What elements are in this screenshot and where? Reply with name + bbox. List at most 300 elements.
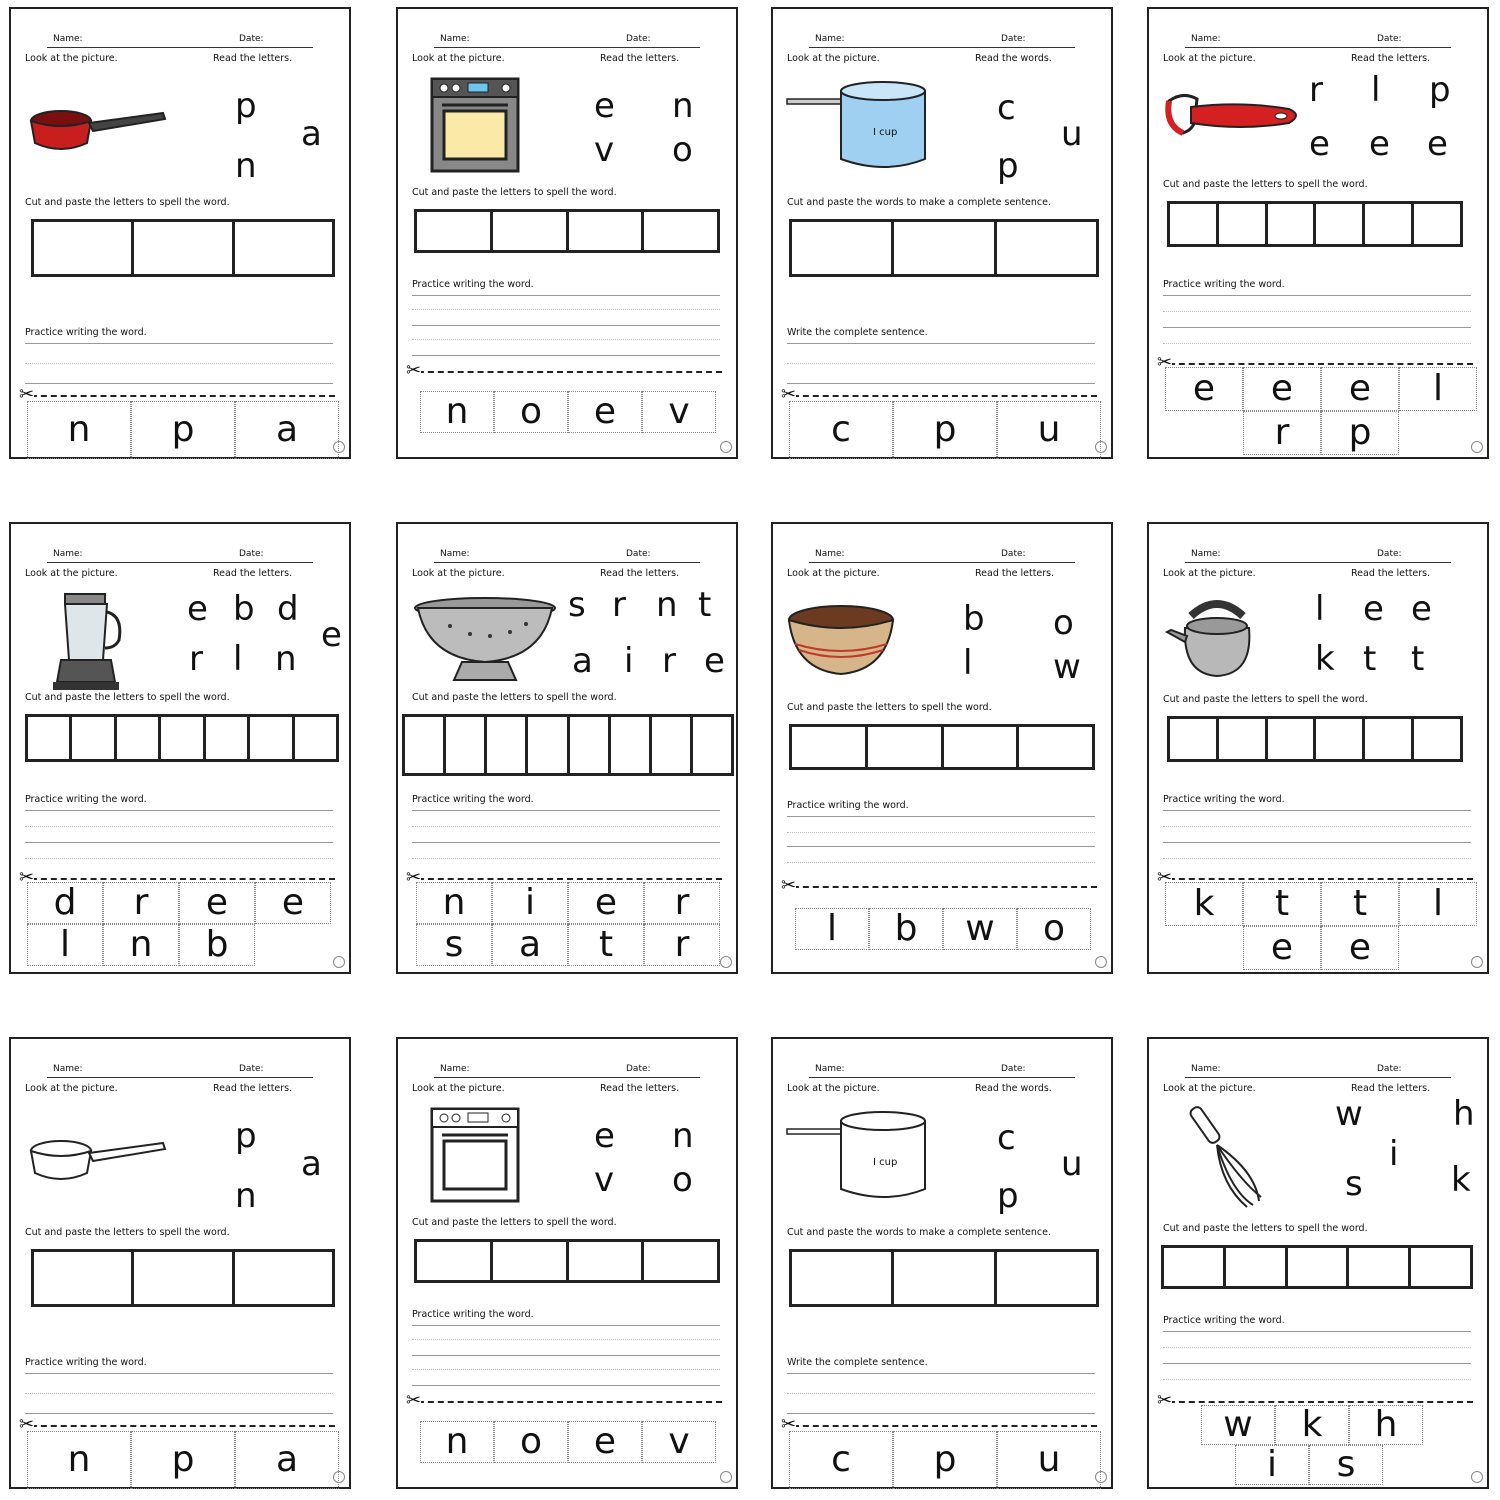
cut-out-letter-tile[interactable]: u xyxy=(997,401,1101,459)
writing-line[interactable] xyxy=(25,363,333,364)
answer-box[interactable] xyxy=(1365,204,1414,244)
cut-out-letter-tile[interactable]: e xyxy=(1321,367,1399,411)
answer-box-row xyxy=(31,1249,335,1307)
answer-box[interactable] xyxy=(446,717,487,773)
scrambled-letter: i xyxy=(1389,1134,1399,1174)
answer-box[interactable] xyxy=(644,212,717,250)
answer-box[interactable] xyxy=(1219,204,1268,244)
cut-out-letter-tile[interactable]: n xyxy=(420,1421,494,1463)
scrambled-letter: v xyxy=(594,1160,615,1200)
worksheet-page xyxy=(9,7,351,459)
date-label: Date: xyxy=(1001,1064,1026,1074)
publisher-logo-icon xyxy=(720,441,732,453)
read-instruction: Read the letters. xyxy=(1351,568,1431,579)
writing-line[interactable] xyxy=(1163,826,1471,827)
answer-box[interactable] xyxy=(792,222,894,274)
scrambled-letter: o xyxy=(672,130,693,170)
scrambled-letter: t xyxy=(698,585,712,625)
cup-caption: I cup xyxy=(873,1157,898,1168)
look-instruction: Look at the picture. xyxy=(25,53,118,64)
answer-box[interactable] xyxy=(1411,1248,1470,1286)
cut-out-letter-tile[interactable]: h xyxy=(1349,1405,1423,1445)
cut-out-letter-tile[interactable]: p xyxy=(893,401,997,459)
answer-box[interactable] xyxy=(72,717,116,759)
look-instruction: Look at the picture. xyxy=(1163,1083,1256,1094)
answer-box-row xyxy=(25,714,339,762)
worksheet-page xyxy=(771,1037,1113,1489)
cut-out-letter-tile[interactable]: l xyxy=(27,924,103,966)
read-instruction: Read the letters. xyxy=(1351,53,1431,64)
scrambled-letter: l xyxy=(1371,70,1381,110)
cut-paste-instruction: Cut and paste the letters to spell the word. xyxy=(25,197,230,208)
writing-line[interactable] xyxy=(1163,842,1471,843)
scrambled-letter: s xyxy=(1345,1164,1363,1204)
cut-out-letter-tile[interactable]: a xyxy=(492,924,568,966)
writing-line[interactable] xyxy=(412,325,720,326)
answer-box-row xyxy=(414,1239,720,1283)
look-instruction: Look at the picture. xyxy=(412,53,505,64)
date-label: Date: xyxy=(626,1064,651,1074)
answer-box[interactable] xyxy=(417,212,493,250)
name-date-line xyxy=(809,33,1075,48)
cut-paste-instruction: Cut and paste the letters to spell the word. xyxy=(1163,179,1368,190)
answer-box[interactable] xyxy=(161,717,205,759)
cut-out-letter-tile[interactable]: l xyxy=(1399,882,1477,926)
scissors-icon: ✂ xyxy=(19,384,35,405)
cut-out-letter-tile[interactable]: i xyxy=(492,882,568,924)
scissors-icon: ✂ xyxy=(406,1390,422,1411)
cut-line xyxy=(1159,1401,1473,1403)
answer-box[interactable] xyxy=(1349,1248,1411,1286)
name-date-line xyxy=(47,33,313,48)
writing-line[interactable] xyxy=(25,1373,333,1374)
scrambled-letter: t xyxy=(1411,639,1425,679)
cut-out-letter-tile[interactable]: n xyxy=(416,882,492,924)
answer-box[interactable] xyxy=(417,1242,493,1280)
answer-box[interactable] xyxy=(693,717,731,773)
look-instruction: Look at the picture. xyxy=(787,568,880,579)
practice-instruction: Practice writing the word. xyxy=(412,1309,534,1320)
answer-box[interactable] xyxy=(1268,204,1317,244)
scrambled-letter: a xyxy=(572,641,593,681)
name-date-line xyxy=(434,1063,700,1078)
worksheet-page xyxy=(9,522,351,974)
cut-out-letter-tile[interactable]: e xyxy=(1243,926,1321,970)
writing-line[interactable] xyxy=(1163,1379,1471,1380)
answer-box[interactable] xyxy=(1226,1248,1288,1286)
cut-out-letter-tile[interactable]: o xyxy=(494,391,568,433)
writing-line[interactable] xyxy=(25,826,333,827)
blender-picture xyxy=(23,586,173,698)
scrambled-letter: p xyxy=(997,146,1019,186)
writing-line[interactable] xyxy=(1163,295,1471,296)
strainer-picture xyxy=(410,586,560,698)
writing-line[interactable] xyxy=(412,1339,720,1340)
name-label: Name: xyxy=(1191,34,1221,44)
writing-line[interactable] xyxy=(1163,1331,1471,1332)
writing-line[interactable] xyxy=(787,383,1095,384)
cut-out-letter-tile[interactable]: n xyxy=(27,1431,131,1489)
scrambled-letter: e xyxy=(704,641,725,681)
answer-box[interactable] xyxy=(117,717,161,759)
answer-box[interactable] xyxy=(569,212,645,250)
cut-out-letter-tile[interactable]: d xyxy=(27,882,103,924)
answer-box[interactable] xyxy=(235,1252,332,1304)
cut-out-letter-tile[interactable]: r xyxy=(103,882,179,924)
answer-box[interactable] xyxy=(944,727,1020,767)
answer-box[interactable] xyxy=(405,717,446,773)
cut-out-letter-tile[interactable]: o xyxy=(494,1421,568,1463)
scrambled-letter: n xyxy=(235,146,257,186)
answer-box[interactable] xyxy=(250,717,294,759)
scrambled-letter: k xyxy=(1451,1160,1471,1200)
cut-out-letter-tile[interactable]: a xyxy=(235,401,339,459)
cut-line xyxy=(21,1425,335,1427)
scrambled-letter: l xyxy=(1315,589,1325,629)
answer-box[interactable] xyxy=(569,1242,645,1280)
answer-box[interactable] xyxy=(792,727,868,767)
writing-line[interactable] xyxy=(1163,810,1471,811)
read-instruction: Read the letters. xyxy=(600,568,680,579)
cut-out-letter-tile[interactable]: p xyxy=(893,1431,997,1489)
answer-box[interactable] xyxy=(487,717,528,773)
scrambled-letter: t xyxy=(1363,639,1377,679)
scrambled-letter: d xyxy=(277,589,299,629)
answer-box-row xyxy=(31,219,335,277)
cut-out-letter-tile[interactable]: t xyxy=(568,924,644,966)
date-label: Date: xyxy=(239,34,264,44)
scissors-icon: ✂ xyxy=(781,384,797,405)
answer-box[interactable] xyxy=(34,1252,134,1304)
scrambled-letter: r xyxy=(612,585,626,625)
scrambled-letter: b xyxy=(963,599,985,639)
look-instruction: Look at the picture. xyxy=(412,568,505,579)
scrambled-letter: k xyxy=(1315,639,1335,679)
name-date-line xyxy=(1185,548,1451,563)
publisher-logo-icon xyxy=(1095,956,1107,968)
worksheet-page xyxy=(396,522,738,974)
read-instruction: Read the letters. xyxy=(213,53,293,64)
cut-out-letter-tile[interactable]: e xyxy=(568,1421,642,1463)
publisher-logo-icon xyxy=(720,1471,732,1483)
cut-out-letter-tile[interactable]: v xyxy=(642,1421,716,1463)
writing-line[interactable] xyxy=(25,1413,333,1414)
name-date-line xyxy=(809,548,1075,563)
practice-instruction: Practice writing the word. xyxy=(412,279,534,290)
cut-out-letter-tile[interactable]: r xyxy=(644,882,720,924)
cut-out-letter-tile[interactable]: p xyxy=(1321,411,1399,455)
practice-instruction: Practice writing the word. xyxy=(25,327,147,338)
scissors-icon: ✂ xyxy=(781,1414,797,1435)
cut-out-letter-tile[interactable]: n xyxy=(27,401,131,459)
writing-line[interactable] xyxy=(1163,1347,1471,1348)
scrambled-letter: r xyxy=(1309,70,1323,110)
publisher-logo-icon xyxy=(1471,956,1483,968)
cut-out-letter-tile[interactable]: t xyxy=(1321,882,1399,926)
writing-line[interactable] xyxy=(412,826,720,827)
read-instruction: Read the letters. xyxy=(975,568,1055,579)
practice-instruction: Practice writing the word. xyxy=(1163,794,1285,805)
publisher-logo-icon xyxy=(1471,441,1483,453)
scrambled-letter: e xyxy=(594,86,615,126)
writing-line[interactable] xyxy=(787,1373,1095,1374)
date-label: Date: xyxy=(1377,549,1402,559)
scrambled-letter: o xyxy=(672,1160,693,1200)
scissors-icon: ✂ xyxy=(1157,1390,1173,1411)
look-instruction: Look at the picture. xyxy=(787,53,880,64)
answer-box[interactable] xyxy=(528,717,569,773)
answer-box[interactable] xyxy=(1414,719,1460,759)
cut-line xyxy=(783,886,1097,888)
cut-out-letter-tile[interactable]: c xyxy=(789,1431,893,1489)
writing-line[interactable] xyxy=(1163,343,1471,344)
writing-line[interactable] xyxy=(412,339,720,340)
date-label: Date: xyxy=(1377,1064,1402,1074)
writing-line[interactable] xyxy=(787,832,1095,833)
cut-paste-instruction: Cut and paste the letters to spell the word. xyxy=(1163,1223,1368,1234)
answer-box[interactable] xyxy=(1219,719,1268,759)
answer-box[interactable] xyxy=(493,1242,569,1280)
publisher-logo-icon xyxy=(720,956,732,968)
scrambled-letter: r xyxy=(189,639,203,679)
writing-line[interactable] xyxy=(25,858,333,859)
cut-out-letter-tile[interactable]: k xyxy=(1165,882,1243,926)
writing-line[interactable] xyxy=(25,383,333,384)
look-instruction: Look at the picture. xyxy=(25,1083,118,1094)
publisher-logo-icon xyxy=(1095,441,1107,453)
scrambled-letter: n xyxy=(235,1176,257,1216)
worksheet-page xyxy=(396,1037,738,1489)
cut-out-letter-tile[interactable]: r xyxy=(644,924,720,966)
cut-out-letter-tile[interactable]: l xyxy=(1399,367,1477,411)
practice-instruction: Write the complete sentence. xyxy=(787,1357,928,1368)
answer-box[interactable] xyxy=(134,222,234,274)
scrambled-letter: l xyxy=(233,639,243,679)
scrambled-letter: e xyxy=(187,589,208,629)
writing-line[interactable] xyxy=(412,1325,720,1326)
practice-instruction: Practice writing the word. xyxy=(787,800,909,811)
cut-out-letter-tile[interactable]: n xyxy=(103,924,179,966)
scrambled-letter: n xyxy=(672,86,694,126)
scrambled-letter: l xyxy=(963,643,973,683)
answer-box-row xyxy=(402,714,734,776)
answer-box-row xyxy=(789,724,1095,770)
cut-out-letter-tile[interactable]: e xyxy=(568,882,644,924)
answer-box[interactable] xyxy=(997,1252,1096,1304)
cut-out-letter-tile[interactable]: l xyxy=(795,908,869,950)
scrambled-letter: e xyxy=(321,615,342,655)
cut-paste-instruction: Cut and paste the letters to spell the word. xyxy=(1163,694,1368,705)
writing-line[interactable] xyxy=(412,842,720,843)
answer-box[interactable] xyxy=(611,717,652,773)
practice-instruction: Write the complete sentence. xyxy=(787,327,928,338)
cut-out-letter-tile[interactable]: r xyxy=(1243,411,1321,455)
writing-line[interactable] xyxy=(412,295,720,296)
answer-box[interactable] xyxy=(894,222,996,274)
worksheet-page xyxy=(771,522,1113,974)
name-date-line xyxy=(434,33,700,48)
answer-box[interactable] xyxy=(997,222,1096,274)
cut-line xyxy=(408,1401,722,1403)
writing-line[interactable] xyxy=(412,355,720,356)
cut-line xyxy=(408,878,722,880)
scrambled-letter: u xyxy=(1061,114,1083,154)
cut-out-letter-tile[interactable]: b xyxy=(179,924,255,966)
look-instruction: Look at the picture. xyxy=(25,568,118,579)
cut-out-letter-tile[interactable]: e xyxy=(1165,367,1243,411)
answer-box[interactable] xyxy=(1170,719,1219,759)
cut-out-letter-tile[interactable]: t xyxy=(1243,882,1321,926)
answer-box-row xyxy=(1161,1245,1473,1289)
cut-out-letter-tile[interactable]: p xyxy=(131,401,235,459)
name-date-line xyxy=(1185,33,1451,48)
scrambled-letter: n xyxy=(275,639,297,679)
name-date-line xyxy=(1185,1063,1451,1078)
cut-paste-instruction: Cut and paste the letters to spell the word. xyxy=(787,702,992,713)
answer-box[interactable] xyxy=(1164,1248,1226,1286)
cut-paste-instruction: Cut and paste the letters to spell the word. xyxy=(412,187,617,198)
answer-box[interactable] xyxy=(1288,1248,1350,1286)
cup-blue-picture xyxy=(785,71,935,183)
read-instruction: Read the letters. xyxy=(213,1083,293,1094)
cut-out-letter-tile[interactable]: s xyxy=(416,924,492,966)
writing-line[interactable] xyxy=(25,1393,333,1394)
answer-box[interactable] xyxy=(134,1252,234,1304)
cut-out-letter-tile[interactable]: n xyxy=(420,391,494,433)
writing-line[interactable] xyxy=(787,1413,1095,1414)
writing-line[interactable] xyxy=(787,1393,1095,1394)
cut-out-letter-tile[interactable]: o xyxy=(1017,908,1091,950)
answer-box[interactable] xyxy=(868,727,944,767)
answer-box[interactable] xyxy=(235,222,332,274)
name-label: Name: xyxy=(440,1064,470,1074)
name-date-line xyxy=(47,1063,313,1078)
publisher-logo-icon xyxy=(333,441,345,453)
scrambled-letter: i xyxy=(624,641,634,681)
writing-line[interactable] xyxy=(787,343,1095,344)
answer-box[interactable] xyxy=(1365,719,1414,759)
pan-outline-picture xyxy=(23,1101,173,1213)
publisher-logo-icon xyxy=(1471,1471,1483,1483)
cut-out-letter-tile[interactable]: e xyxy=(568,391,642,433)
date-label: Date: xyxy=(626,549,651,559)
writing-line[interactable] xyxy=(787,846,1095,847)
cut-out-letter-tile[interactable]: i xyxy=(1235,1445,1309,1485)
oven-outline-picture xyxy=(410,1101,560,1213)
cut-out-letter-tile[interactable]: s xyxy=(1309,1445,1383,1485)
writing-line[interactable] xyxy=(787,363,1095,364)
answer-box[interactable] xyxy=(34,222,134,274)
read-instruction: Read the words. xyxy=(975,53,1052,64)
answer-box[interactable] xyxy=(1019,727,1092,767)
cut-out-letter-tile[interactable]: u xyxy=(997,1431,1101,1489)
date-label: Date: xyxy=(1001,549,1026,559)
writing-line[interactable] xyxy=(1163,327,1471,328)
scissors-icon: ✂ xyxy=(19,1414,35,1435)
answer-box[interactable] xyxy=(644,1242,717,1280)
writing-line[interactable] xyxy=(787,862,1095,863)
scissors-icon: ✂ xyxy=(1157,352,1173,373)
answer-box[interactable] xyxy=(1268,719,1317,759)
writing-line[interactable] xyxy=(412,858,720,859)
cut-out-letter-tile[interactable]: w xyxy=(943,908,1017,950)
cut-out-letter-tile[interactable]: c xyxy=(789,401,893,459)
writing-line[interactable] xyxy=(412,309,720,310)
read-instruction: Read the words. xyxy=(975,1083,1052,1094)
answer-box[interactable] xyxy=(652,717,693,773)
cup-caption: I cup xyxy=(873,127,898,138)
date-label: Date: xyxy=(1377,34,1402,44)
cut-out-letter-tile[interactable]: p xyxy=(131,1431,235,1489)
practice-instruction: Practice writing the word. xyxy=(25,1357,147,1368)
writing-line[interactable] xyxy=(1163,858,1471,859)
writing-line[interactable] xyxy=(412,1369,720,1370)
writing-line[interactable] xyxy=(412,1385,720,1386)
answer-box[interactable] xyxy=(493,212,569,250)
writing-line[interactable] xyxy=(25,343,333,344)
answer-box[interactable] xyxy=(792,1252,894,1304)
publisher-logo-icon xyxy=(333,1471,345,1483)
cut-out-letter-tile[interactable]: e xyxy=(1243,367,1321,411)
answer-box[interactable] xyxy=(894,1252,996,1304)
scrambled-letter: a xyxy=(301,114,322,154)
writing-line[interactable] xyxy=(412,810,720,811)
cut-out-letter-tile[interactable]: k xyxy=(1275,1405,1349,1445)
writing-line[interactable] xyxy=(25,842,333,843)
cut-out-letter-tile[interactable]: e xyxy=(255,882,331,924)
answer-box[interactable] xyxy=(1170,204,1219,244)
cut-out-letter-tile[interactable]: b xyxy=(869,908,943,950)
read-instruction: Read the letters. xyxy=(600,53,680,64)
answer-box[interactable] xyxy=(1414,204,1460,244)
cut-out-letter-tile[interactable]: w xyxy=(1201,1405,1275,1445)
writing-line[interactable] xyxy=(412,1355,720,1356)
name-label: Name: xyxy=(815,1064,845,1074)
writing-line[interactable] xyxy=(1163,311,1471,312)
answer-box[interactable] xyxy=(28,717,72,759)
name-label: Name: xyxy=(815,549,845,559)
worksheet-page xyxy=(1147,7,1489,459)
cut-out-letter-tile[interactable]: a xyxy=(235,1431,339,1489)
pan-red-picture xyxy=(23,71,173,183)
answer-box[interactable] xyxy=(295,717,336,759)
writing-line[interactable] xyxy=(25,810,333,811)
cut-out-letter-tile[interactable]: v xyxy=(642,391,716,433)
scrambled-letter: u xyxy=(1061,1144,1083,1184)
practice-instruction: Practice writing the word. xyxy=(25,794,147,805)
cut-paste-instruction: Cut and paste the letters to spell the word. xyxy=(25,692,230,703)
answer-box[interactable] xyxy=(570,717,611,773)
scrambled-letter: v xyxy=(594,130,615,170)
scrambled-letter: b xyxy=(233,589,255,629)
writing-line[interactable] xyxy=(787,816,1095,817)
name-label: Name: xyxy=(440,34,470,44)
answer-box[interactable] xyxy=(1316,719,1365,759)
publisher-logo-icon xyxy=(333,956,345,968)
scrambled-letter: e xyxy=(1309,124,1330,164)
scrambled-letter: e xyxy=(1363,589,1384,629)
cut-paste-instruction: Cut and paste the words to make a complete sentence. xyxy=(787,1227,1052,1238)
answer-box[interactable] xyxy=(1316,204,1365,244)
cut-out-letter-tile[interactable]: e xyxy=(1321,926,1399,970)
cut-out-letter-tile[interactable]: e xyxy=(179,882,255,924)
answer-box-row xyxy=(414,209,720,253)
writing-line[interactable] xyxy=(1163,1363,1471,1364)
answer-box[interactable] xyxy=(206,717,250,759)
cut-paste-instruction: Cut and paste the letters to spell the word. xyxy=(25,1227,230,1238)
scrambled-letter: p xyxy=(235,86,257,126)
cut-paste-instruction: Cut and paste the words to make a complete sentence. xyxy=(787,197,1052,208)
